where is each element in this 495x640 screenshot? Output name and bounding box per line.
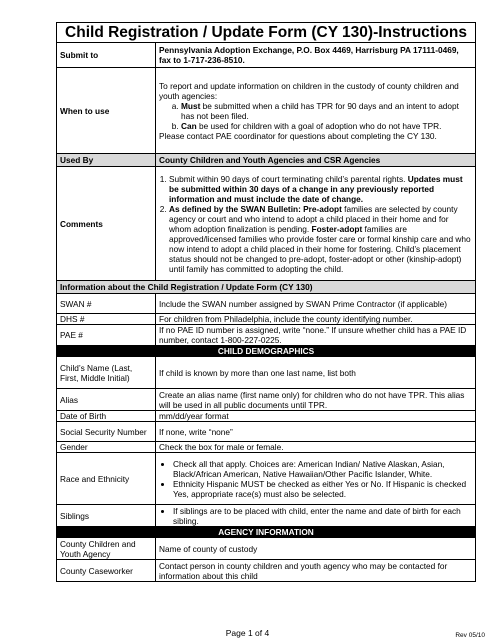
comments-item: 2. As defined by the SWAN Bulletin: Pre-adopt families are selected by county agency or court and who intend to adopt a child placed in their home and for whom adoption finalization is pending. Foster-adopt families are approved/licensed families who provide foster care or formal kinship care and who now intend to adopt a child placed in their home for fostering. Child’s placement status should not be changed to pre-adopt, foster-adopt or other (kinship-adopt) until family has committed to adopting the child.: [169, 204, 472, 274]
when-to-use-list: [159, 101, 472, 131]
info-header: Information about the Child Registration / Update Form (CY 130): [57, 281, 476, 294]
child-name-value: If child is known by more than one last name, list both: [156, 357, 476, 389]
ssn-value: If none, write “none”: [156, 422, 476, 442]
child-demographics-header: CHILD DEMOGRAPHICS: [57, 346, 476, 357]
pae-label: PAE #: [57, 325, 156, 346]
county-caseworker-label: County Caseworker: [57, 560, 156, 582]
dhs-label: DHS #: [57, 314, 156, 325]
comments-label: Comments: [57, 167, 156, 281]
swan-value: Include the SWAN number assigned by SWAN Prime Contractor (if applicable): [156, 294, 476, 314]
submit-to-value: Pennsylvania Adoption Exchange, P.O. Box 4469, Harrisburg PA 17111-0469, fax to 1-717-236-8510.: [156, 43, 476, 68]
county-agency-value: Name of county of custody: [156, 538, 476, 560]
when-to-use-note: Please contact PAE coordinator for questions about completing the CY 130.: [159, 130, 437, 141]
used-by-value: County Children and Youth Agencies and CSR Agencies: [156, 154, 476, 167]
siblings-list: [159, 506, 472, 526]
gender-label: Gender: [57, 442, 156, 453]
alias-label: Alias: [57, 389, 156, 411]
when-to-use-cell: [156, 68, 476, 154]
comments-cell: [156, 167, 476, 281]
race-bullet: • Ethnicity Hispanic MUST be checked as either Yes or No. If Hispanic is checked Yes, appropriate race(s) must also be selected.: [173, 479, 472, 499]
race-cell: [156, 453, 476, 505]
when-to-use-item: a. Must be submitted when a child has TPR for 90 days and an intent to adopt has not been filed.: [181, 101, 472, 121]
submit-to-label: Submit to: [57, 43, 156, 68]
child-name-label: Child’s Name (Last, First, Middle Initial): [57, 357, 156, 389]
when-to-use-item: b. Can be used for children with a goal of adoption who do not have TPR.: [181, 121, 472, 131]
gender-value: Check the box for male or female.: [156, 442, 476, 453]
agency-information-header: AGENCY INFORMATION: [57, 527, 476, 538]
page-number: Page 1 of 4: [225, 628, 270, 638]
form-instructions-page: [56, 22, 476, 582]
swan-label: SWAN #: [57, 294, 156, 314]
race-label: Race and Ethnicity: [57, 453, 156, 505]
instructions-table: [56, 42, 476, 582]
ssn-label: Social Security Number: [57, 422, 156, 442]
dob-value: mm/dd/year format: [156, 411, 476, 422]
race-bullet: • Check all that apply. Choices are: American Indian/ Native Alaskan, Asian, Black/African American, Native Hawaiian/Other Pacific Islander, White.: [173, 459, 472, 479]
pae-value: If no PAE ID number is assigned, write “none.” If unsure whether child has a PAE ID number, contact 1-800-227-0225.: [156, 325, 476, 346]
when-to-use-intro: To report and update information on children in the custody of county children and youth agencies:: [159, 80, 459, 101]
race-list: [159, 459, 472, 499]
revision-date: Rev 05/10: [455, 632, 485, 639]
siblings-bullet: • If siblings are to be placed with child, enter the name and date of birth for each sibling.: [173, 506, 472, 526]
siblings-cell: [156, 505, 476, 527]
dob-label: Date of Birth: [57, 411, 156, 422]
comments-item: 1. Submit within 90 days of court terminating child’s parental rights. Updates must be submitted within 30 days of a change in any previously reported information and must include the date of change.: [169, 174, 472, 204]
county-agency-label: County Children and Youth Agency: [57, 538, 156, 560]
comments-list: [159, 174, 472, 274]
county-caseworker-value: Contact person in county children and youth agency who may be contacted for information about this child: [156, 560, 476, 582]
page-title: Child Registration / Update Form (CY 130)-Instructions: [56, 22, 476, 42]
siblings-label: Siblings: [57, 505, 156, 527]
when-to-use-label: When to use: [57, 68, 156, 154]
dhs-value: For children from Philadelphia, include the county identifying number.: [156, 314, 476, 325]
alias-value: Create an alias name (first name only) for children who do not have TPR. This alias will be used in all public documents until TPR.: [156, 389, 476, 411]
used-by-label: Used By: [57, 154, 156, 167]
